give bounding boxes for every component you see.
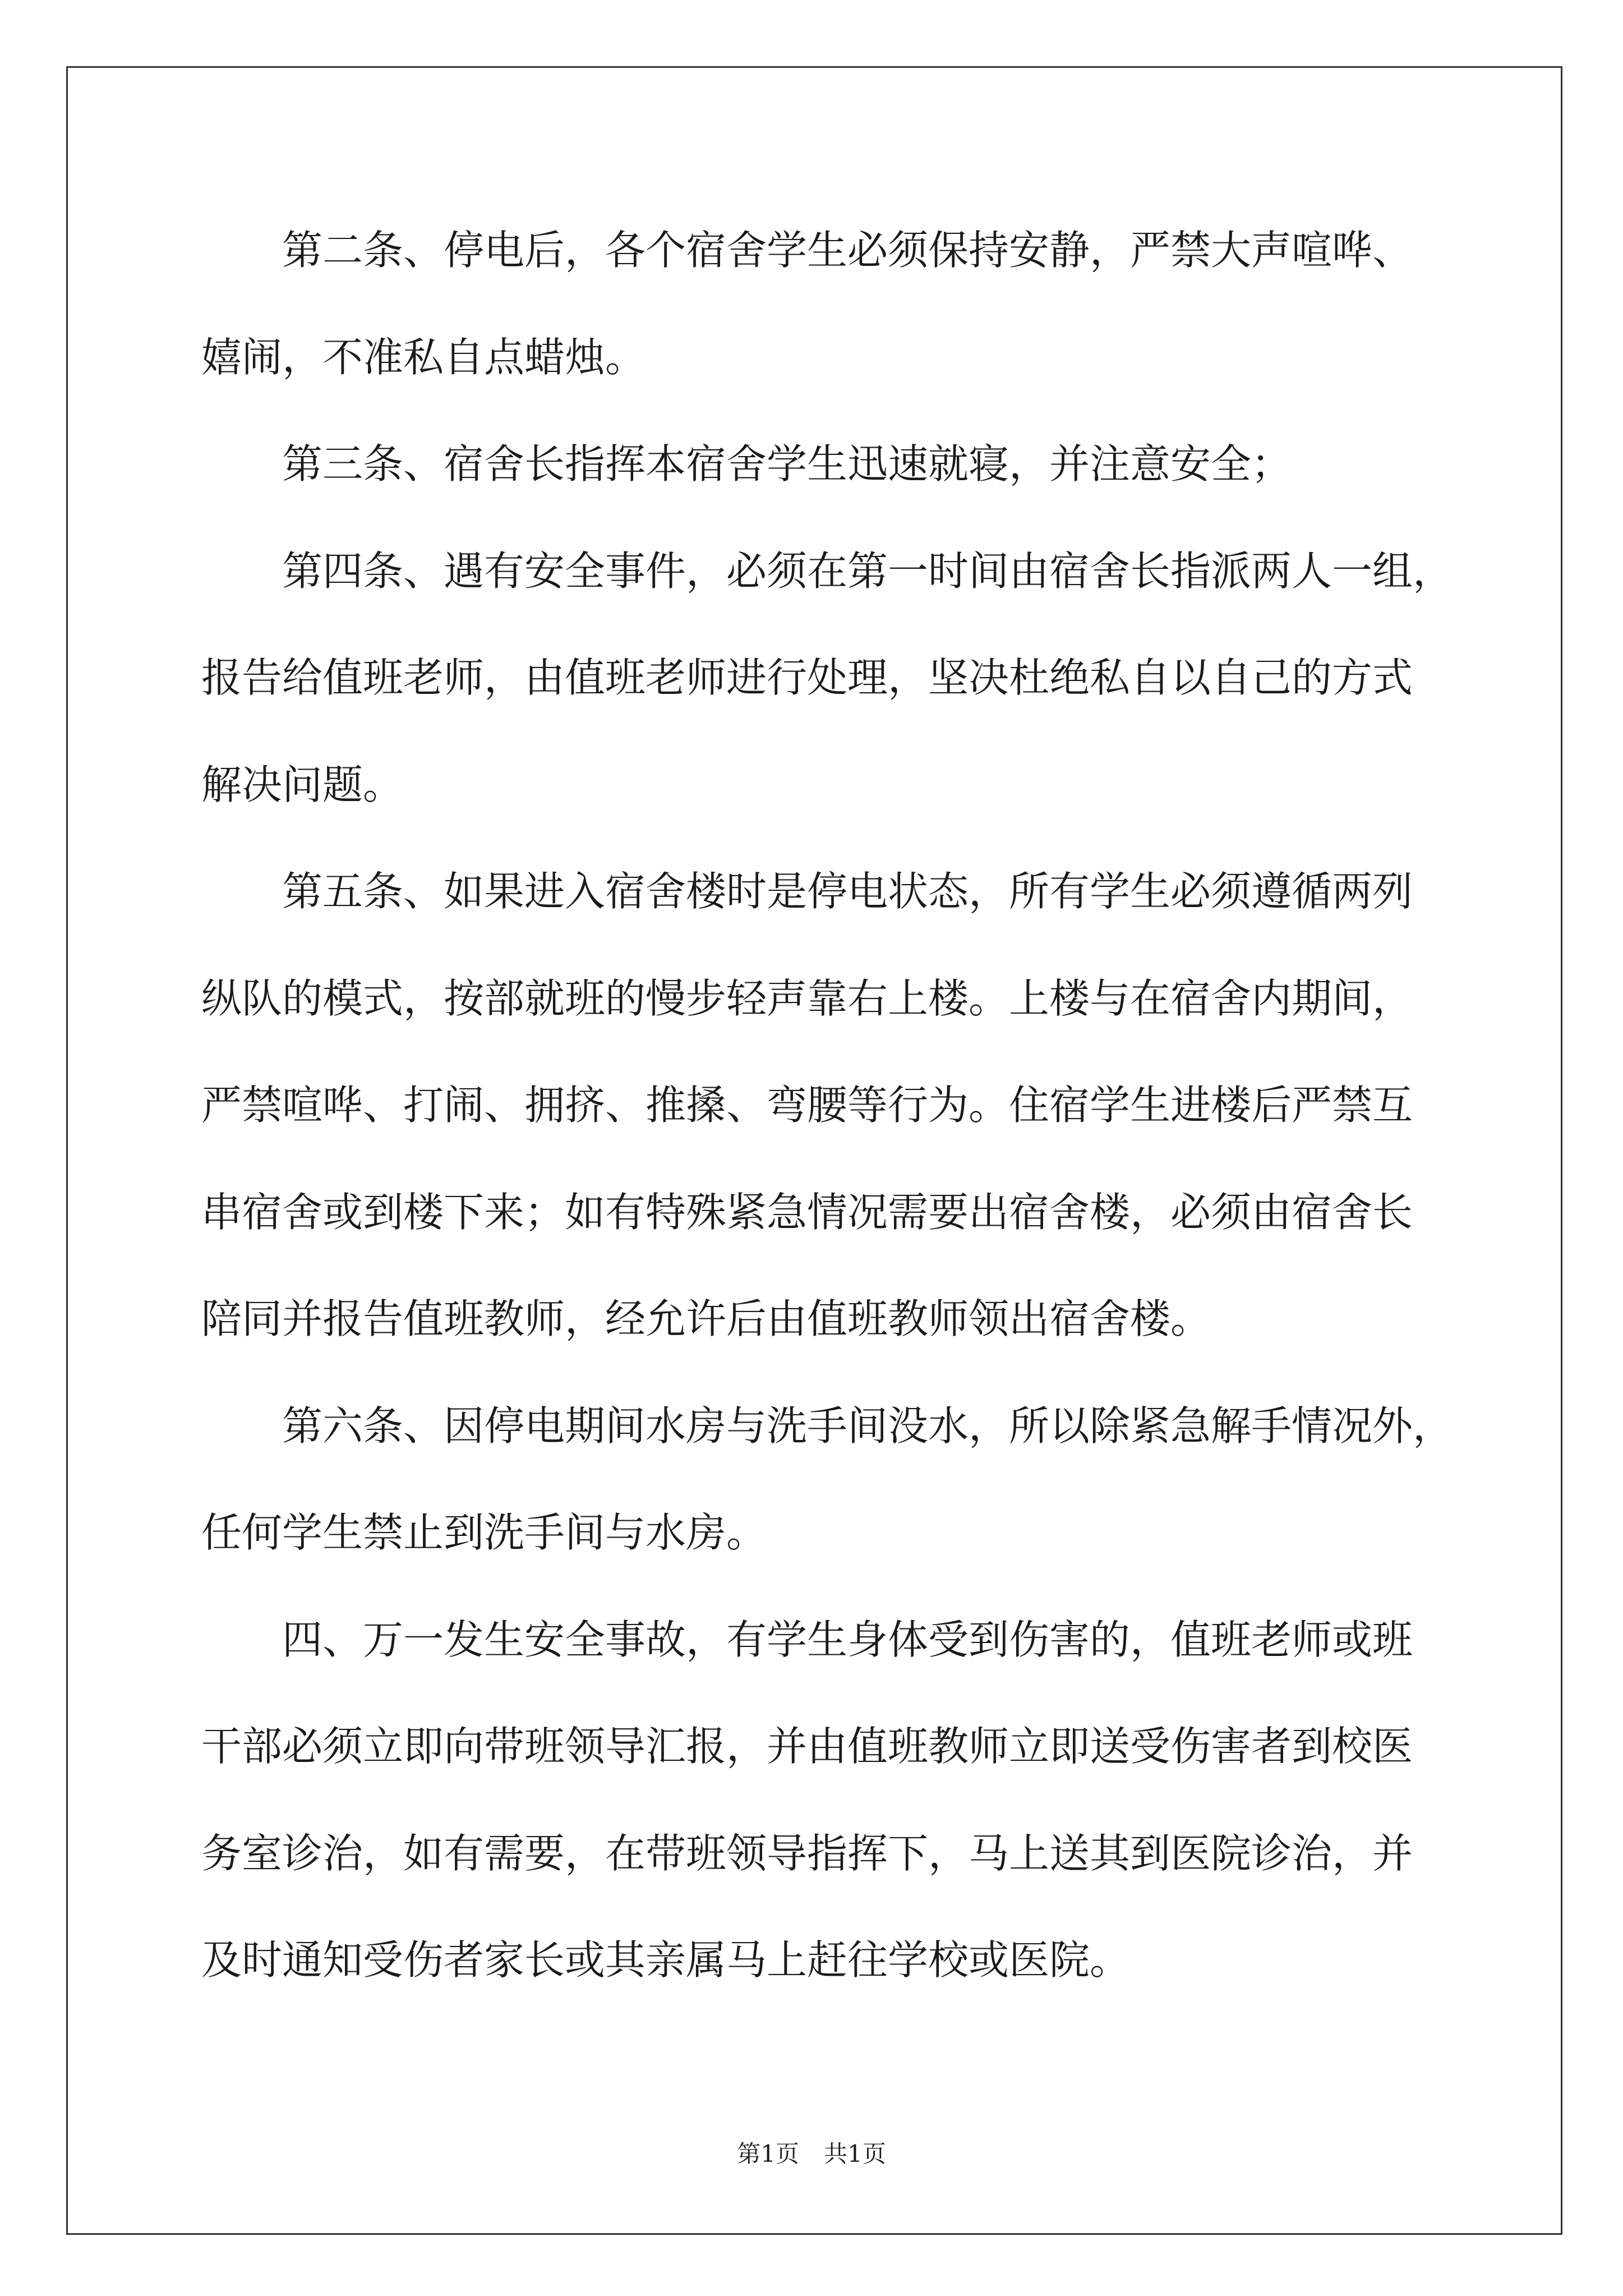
text-line: 第六条、因停电期间水房与洗手间没水，所以除紧急解手情况外， bbox=[282, 1402, 1454, 1450]
text-line: 嬉闹，不准私自点蜡烛。 bbox=[201, 333, 646, 381]
paragraph-article-2 bbox=[201, 197, 1491, 411]
text-line: 第五条、如果进入宿舍楼时是停电状态，所有学生必须遵循两列 bbox=[282, 868, 1413, 915]
text-line: 第三条、宿舍长指挥本宿舍学生迅速就寝，并注意安全； bbox=[282, 440, 1292, 487]
paragraph-article-6 bbox=[201, 1373, 1491, 1586]
paragraph-section-4 bbox=[201, 1586, 1491, 2014]
text-line: 严禁喧哗、打闹、拥挤、推搡、弯腰等行为。住宿学生进楼后严禁互 bbox=[201, 1082, 1413, 1129]
page-footer bbox=[0, 2141, 1623, 2167]
paragraph-article-5 bbox=[201, 838, 1491, 1373]
text-line: 及时通知受伤者家长或其亲属马上赶往学校或医院。 bbox=[201, 1936, 1131, 1984]
paragraph-article-4 bbox=[201, 518, 1491, 839]
text-line: 任何学生禁止到洗手间与水房。 bbox=[201, 1509, 767, 1556]
text-line: 陪同并报告值班教师，经允许后由值班教师领出宿舍楼。 bbox=[201, 1295, 1211, 1342]
text-line: 串宿舍或到楼下来；如有特殊紧急情况需要出宿舍楼，必须由宿舍长 bbox=[201, 1188, 1413, 1236]
text-line: 务室诊治，如有需要，在带班领导指挥下，马上送其到医院诊治，并 bbox=[201, 1829, 1413, 1877]
page-number: 第1页 bbox=[737, 2140, 799, 2168]
text-line: 四、万一发生安全事故，有学生身体受到伤害的，值班老师或班 bbox=[282, 1616, 1413, 1663]
text-line: 解决问题。 bbox=[201, 761, 404, 808]
text-line: 干部必须立即向带班领导汇报，并由值班教师立即送受伤害者到校医 bbox=[201, 1723, 1413, 1770]
text-line: 报告给值班老师，由值班老师进行处理，坚决杜绝私自以自己的方式 bbox=[201, 654, 1413, 701]
text-line: 第二条、停电后，各个宿舍学生必须保持安静，严禁大声喧哗、 bbox=[282, 227, 1413, 274]
page-total: 共1页 bbox=[824, 2140, 886, 2168]
text-line: 第四条、遇有安全事件，必须在第一时间由宿舍长指派两人一组， bbox=[282, 547, 1454, 595]
document-body bbox=[201, 197, 1491, 2014]
text-line: 纵队的模式，按部就班的慢步轻声靠右上楼。上楼与在宿舍内期间， bbox=[201, 974, 1413, 1022]
paragraph-article-3 bbox=[201, 411, 1491, 518]
